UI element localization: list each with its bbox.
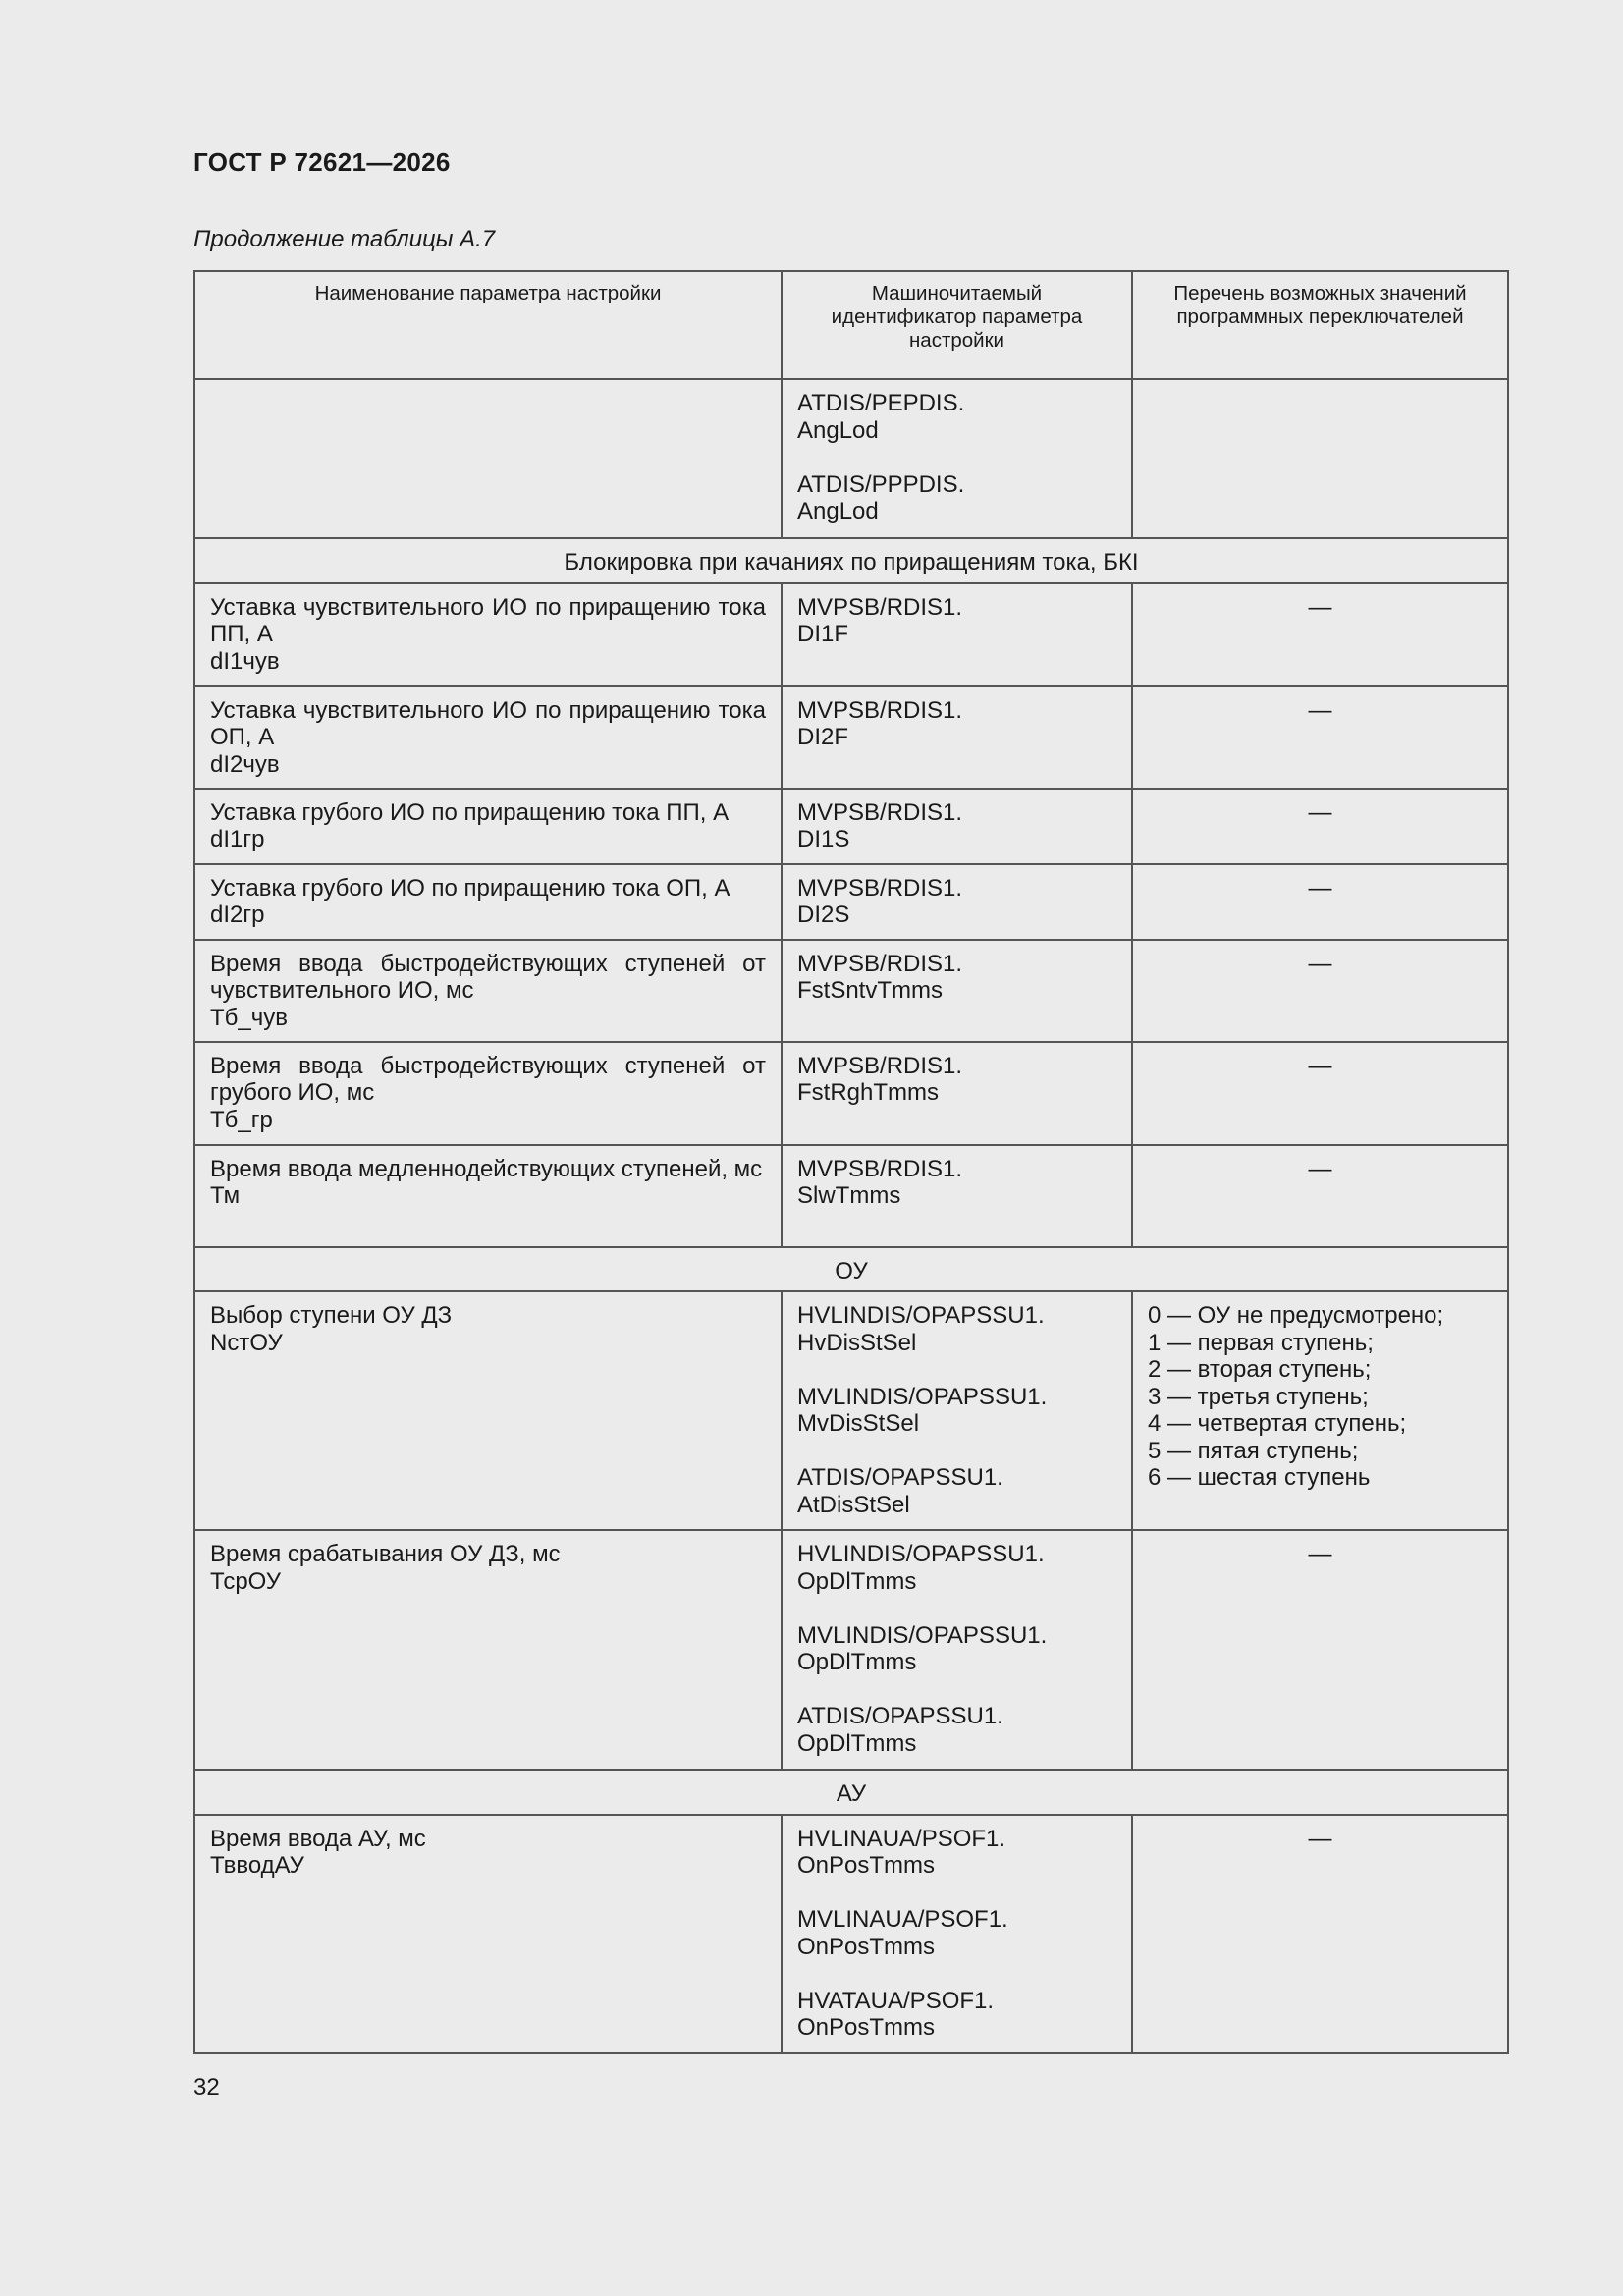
identifier-line: SlwTmms [797,1182,901,1209]
identifier-cell [782,789,1132,864]
identifier-line: OpDlTmms [797,1567,917,1595]
value-option: 4 — четвертая ступень; [1148,1410,1407,1437]
identifier-line: MVPSB/RDIS1. [797,798,963,826]
identifier-line: HVLINDIS/OPAPSSU1. [797,1302,1045,1329]
values-cell [1132,1291,1508,1530]
parameter-symbol: dI2гр [210,902,265,928]
column-header-name: Наименование параметра настройки [194,271,782,379]
identifier-cell [782,1291,1132,1530]
identifier-cell [782,940,1132,1042]
name-cell [194,1042,782,1145]
table-caption: Продолжение таблицы А.7 [193,226,496,252]
section-row [194,1770,1508,1815]
values-cell: — [1132,1042,1508,1145]
identifier-line: AngLod [797,416,879,444]
value-option: 5 — пятая ступень; [1148,1437,1359,1464]
identifier-line: MVPSB/RDIS1. [797,950,963,977]
identifier-line: HVLINAUA/PSOF1. [797,1825,1006,1852]
identifier-line: ATDIS/PPPDIS. [797,470,965,498]
value-option: 0 — ОУ не предусмотрено; [1148,1302,1444,1329]
table-row [194,789,1508,864]
identifier-line: MVLINDIS/OPAPSSU1. [797,1383,1048,1410]
identifier-line: DI1F [797,621,849,647]
identifier-line: OpDlTmms [797,1649,917,1675]
identifier-line: ATDIS/OPAPSSU1. [797,1703,1003,1729]
identifier-line: ATDIS/PEPDIS. [797,390,965,416]
section-title: Блокировка при качаниях по приращениям тока, БКI [194,538,1508,583]
table-row [194,1815,1508,2053]
values-cell: — [1132,1145,1508,1247]
identifier-line: OnPosTmms [797,1933,936,1960]
parameter-symbol: Тб_гр [210,1106,273,1133]
name-cell [194,1291,782,1530]
table-row [194,1042,1508,1145]
parameter-name: Уставка грубого ИО по приращению тока ПП, А [210,798,730,826]
parameter-name: Уставка грубого ИО по приращению тока ОП, А [210,874,730,902]
identifier-line: HVLINDIS/OPAPSSU1. [797,1541,1045,1567]
values-cell [1132,379,1508,538]
identifier-cell [782,379,1132,538]
identifier-line: HvDisStSel [797,1329,917,1356]
identifier-cell [782,1815,1132,2053]
parameter-symbol: Тб_чув [210,1004,289,1031]
table-row [194,1145,1508,1247]
parameter-name: Время ввода АУ, мс [210,1825,426,1852]
identifier-line: DI2F [797,724,849,750]
page-number: 32 [193,2074,220,2101]
identifier-line: HVATAUA/PSOF1. [797,1987,995,2014]
parameter-name: Уставка чувствительного ИО по приращению тока ПП, А [210,593,766,647]
value-option: 3 — третья ступень; [1148,1383,1369,1410]
table-row [194,686,1508,789]
name-cell [194,1145,782,1247]
identifier-line: MVPSB/RDIS1. [797,1155,963,1182]
name-cell [194,1815,782,2053]
identifier-line: MVPSB/RDIS1. [797,1052,963,1079]
table-row [194,1530,1508,1770]
identifier-line: ATDIS/OPAPSSU1. [797,1464,1003,1491]
name-cell [194,864,782,940]
identifier-line: MVPSB/RDIS1. [797,696,963,724]
identifier-line: OnPosTmms [797,1852,936,1879]
identifier-cell [782,864,1132,940]
identifier-line: DI1S [797,826,850,852]
identifier-line: DI2S [797,902,850,928]
parameter-name: Время ввода быстродействующих ступеней от чувствительного ИО, мс [210,950,766,1004]
document-header: ГОСТ Р 72621—2026 [193,147,451,177]
values-cell: — [1132,864,1508,940]
parameter-symbol: dI2чув [210,750,280,778]
parameter-symbol: dI1гр [210,826,265,852]
values-cell: — [1132,1815,1508,2053]
parameter-symbol: Тм [210,1182,241,1209]
parameter-symbol: dI1чув [210,647,280,675]
identifier-line: FstSntvTmms [797,977,943,1004]
name-cell [194,583,782,686]
section-row [194,1247,1508,1292]
identifier-line: AtDisStSel [797,1491,910,1518]
table-row [194,583,1508,686]
parameter-name: Выбор ступени ОУ ДЗ [210,1302,453,1329]
name-cell [194,1530,782,1770]
parameter-name: Уставка чувствительного ИО по приращению тока ОП, А [210,696,766,750]
identifier-line: MVLINDIS/OPAPSSU1. [797,1621,1048,1649]
section-title: АУ [194,1770,1508,1815]
values-cell: — [1132,789,1508,864]
values-cell: — [1132,583,1508,686]
identifier-line: AngLod [797,498,879,524]
identifier-line: MvDisStSel [797,1410,920,1437]
value-option: 2 — вторая ступень; [1148,1356,1372,1383]
table-row [194,1291,1508,1530]
parameter-name: Время ввода медленнодействующих ступеней, мс [210,1155,763,1182]
identifier-line: MVPSB/RDIS1. [797,874,963,902]
name-cell [194,379,782,538]
name-cell [194,940,782,1042]
identifier-cell [782,1042,1132,1145]
name-cell [194,789,782,864]
parameter-name: Время ввода быстродействующих ступеней от грубого ИО, мс [210,1052,766,1106]
parameter-symbol: NстОУ [210,1329,283,1356]
identifier-cell [782,583,1132,686]
name-cell [194,686,782,789]
parameter-name: Время срабатывания ОУ ДЗ, мс [210,1541,561,1567]
table-row [194,940,1508,1042]
table-row [194,864,1508,940]
identifier-line: MVPSB/RDIS1. [797,593,963,621]
parameter-symbol: ТвводАУ [210,1852,304,1879]
identifier-line: OnPosTmms [797,2014,936,2041]
identifier-line: FstRghTmms [797,1079,939,1106]
identifier-cell [782,1530,1132,1770]
identifier-line: OpDlTmms [797,1729,917,1757]
section-title: ОУ [194,1247,1508,1292]
table-header-row [194,271,1508,379]
column-header-identifier: Машиночитаемый идентификатор параметра настройки [782,271,1132,379]
table-row [194,379,1508,538]
value-option: 1 — первая ступень; [1148,1329,1374,1356]
section-row [194,538,1508,583]
identifier-cell [782,1145,1132,1247]
parameters-table [193,270,1509,2054]
values-cell: — [1132,940,1508,1042]
values-cell: — [1132,686,1508,789]
values-cell: — [1132,1530,1508,1770]
parameter-symbol: ТсрОУ [210,1567,282,1595]
value-option: 6 — шестая ступень [1148,1464,1371,1491]
identifier-cell [782,686,1132,789]
identifier-line: MVLINAUA/PSOF1. [797,1906,1008,1933]
column-header-values: Перечень возможных значений программных переключателей [1132,271,1508,379]
